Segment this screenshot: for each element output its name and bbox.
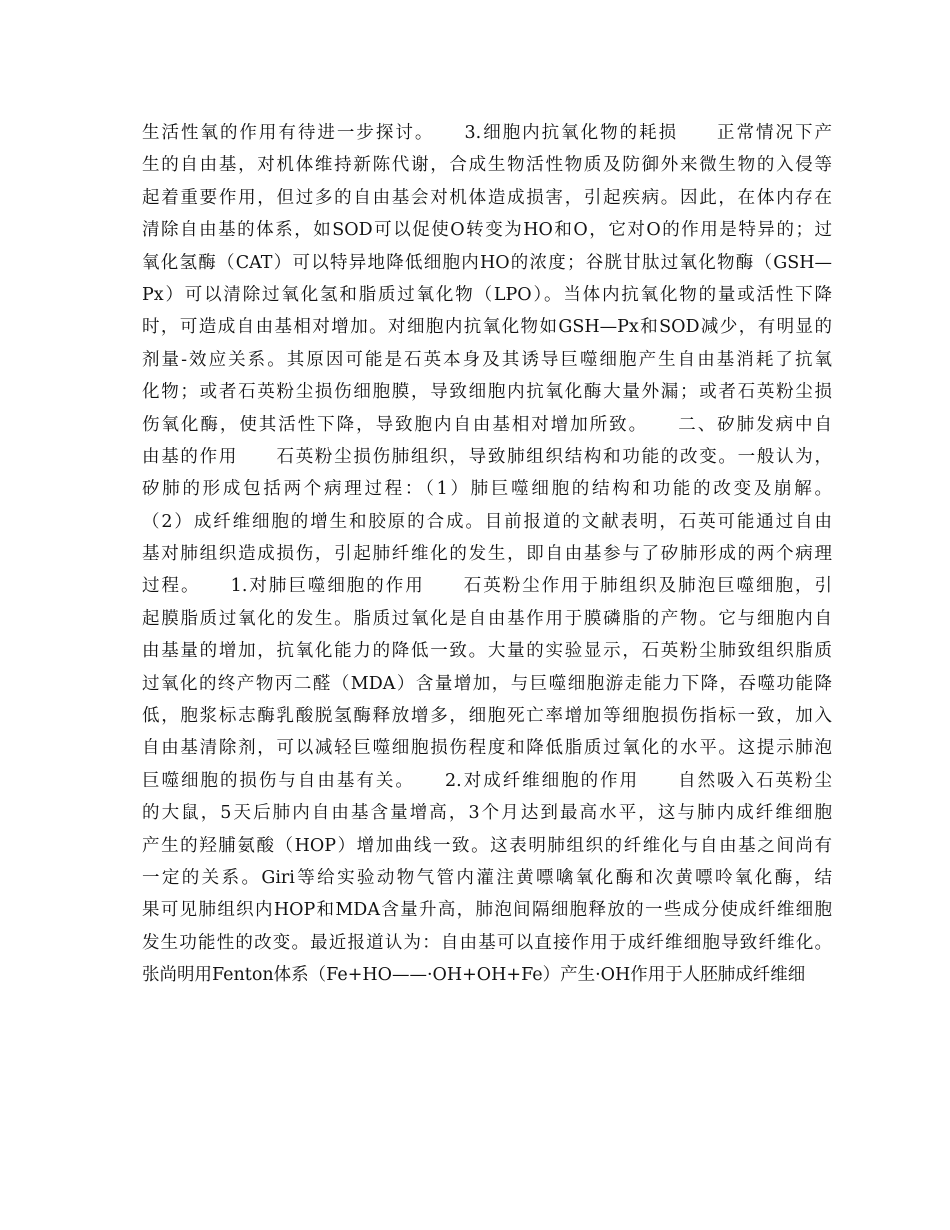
text-line: 低，胞浆标志酶乳酸脱氢酶释放增多，细胞死亡率增加等细胞损伤指标一致，加入 (142, 706, 832, 727)
text-line: 一定的关系。Giri等给实验动物气管内灌注黄嘌噙氧化酶和次黄嘌呤氧化酶，结 (142, 867, 832, 888)
text-line: 起着重要作用，但过多的自由基会对机体造成损害，引起疾病。因此，在体内存在 (142, 187, 832, 208)
text-line: 果可见肺组织内HOP和MDA含量升高，肺泡间隔细胞释放的一些成分使成纤维细胞 (142, 900, 832, 921)
text-line: 发生功能性的改变。最近报道认为：自由基可以直接作用于成纤维细胞导致纤维化。 (142, 932, 832, 953)
text-line: 清除自由基的体系，如SOD可以促使O转变为HO和O，它对O的作用是特异的；过 (142, 220, 832, 241)
text-line: 剂量-效应关系。其原因可能是石英本身及其诱导巨噬细胞产生自由基消耗了抗氧 (142, 349, 832, 370)
text-line: 时，可造成自由基相对增加。对细胞内抗氧化物如GSH—Px和SOD减少，有明显的 (142, 317, 832, 338)
text-line: Px）可以清除过氧化氢和脂质过氧化物（LPO）。当体内抗氧化物的量或活性下降 (142, 284, 832, 305)
text-line: （2）成纤维细胞的增生和胶原的合成。目前报道的文献表明，石英可能通过自由 (142, 511, 832, 532)
body-text (142, 117, 832, 992)
text-line: 由基的作用 石英粉尘损伤肺组织，导致肺组织结构和功能的改变。一般认为， (142, 446, 832, 467)
text-line: 化物；或者石英粉尘损伤细胞膜，导致细胞内抗氧化酶大量外漏；或者石英粉尘损 (142, 382, 832, 403)
text-line: 过氧化的终产物丙二醛（MDA）含量增加，与巨噬细胞游走能力下降，吞噬功能降 (142, 673, 832, 694)
text-line: 伤氧化酶，使其活性下降，导致胞内自由基相对增加所致。 二、矽肺发病中自 (142, 414, 832, 435)
text-line: 基对肺组织造成损伤，引起肺纤维化的发生，即自由基参与了矽肺形成的两个病理 (142, 544, 832, 565)
text-line: 氧化氢酶（CAT）可以特异地降低细胞内HO的浓度；谷胱甘肽过氧化物酶（GSH— (142, 252, 832, 273)
text-line: 起膜脂质过氧化的发生。脂质过氧化是自由基作用于膜磷脂的产物。它与细胞内自 (142, 608, 832, 629)
text-line: 过程。 1.对肺巨噬细胞的作用 石英粉尘作用于肺组织及肺泡巨噬细胞，引 (142, 576, 832, 597)
text-line: 由基量的增加，抗氧化能力的降低一致。大量的实验显示，石英粉尘肺致组织脂质 (142, 641, 832, 662)
text-line: 生的自由基，对机体维持新陈代谢，合成生物活性物质及防御外来微生物的入侵等 (142, 155, 832, 176)
text-line: 的大鼠，5天后肺内自由基含量增高，3个月达到最高水平，这与肺内成纤维细胞 (142, 803, 832, 824)
text-line: 巨噬细胞的损伤与自由基有关。 2.对成纤维细胞的作用 自然吸入石英粉尘 (142, 770, 832, 791)
text-line: 自由基清除剂，可以减轻巨噬细胞损伤程度和降低脂质过氧化的水平。这提示肺泡 (142, 738, 832, 759)
text-line: 张尚明用Fenton体系（Fe+HO——·OH+OH+Fe）产生·OH作用于人胚肺成纤维细 (142, 965, 806, 986)
text-line: 生活性氧的作用有待进一步探讨。 3.细胞内抗氧化物的耗损 正常情况下产 (142, 123, 832, 143)
text-line: 矽肺的形成包括两个病理过程：（1）肺巨噬细胞的结构和功能的改变及崩解。 (142, 479, 832, 500)
text-line: 产生的羟脯氨酸（HOP）增加曲线一致。这表明肺组织的纤维化与自由基之间尚有 (142, 835, 832, 856)
